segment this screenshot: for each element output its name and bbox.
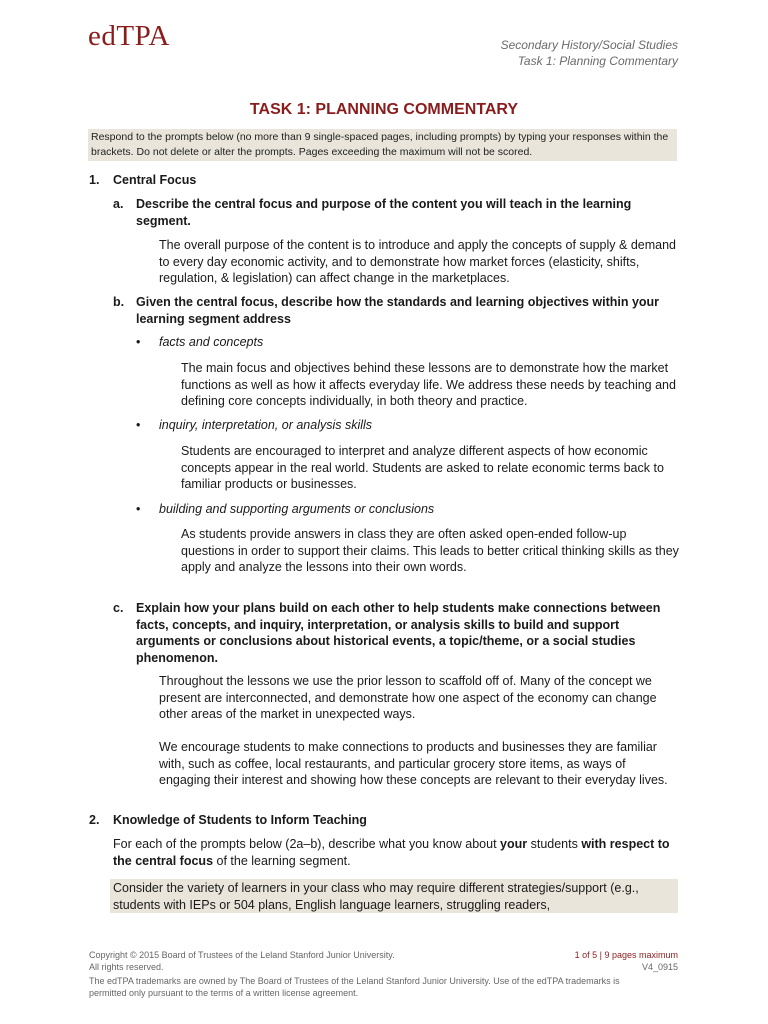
bullet-label-facts: facts and concepts	[159, 335, 264, 349]
section1c-letter: c.	[113, 601, 124, 615]
section1a-prompt: Describe the central focus and purpose of the content you will teach in the learning segment.	[136, 197, 632, 228]
intro-text: of the learning segment.	[213, 853, 351, 868]
intro-text: students	[527, 837, 582, 851]
page-title: TASK 1: PLANNING COMMENTARY	[249, 101, 519, 118]
section1b-prompt: Given the central focus, describe how the standards and learning objectives within your learning segment address	[136, 295, 660, 326]
bullet-icon: •	[136, 335, 141, 349]
section1-heading: Central Focus	[113, 173, 197, 187]
section1-number: 1.	[89, 173, 100, 187]
intro-emphasis: your	[500, 837, 528, 851]
header-subject: Secondary History/Social Studies	[500, 38, 678, 52]
section1a-letter: a.	[113, 197, 124, 211]
header-info	[501, 37, 678, 69]
footer-trademark-line1: The edTPA trademarks are owned by The Board of Trustees of the Leland Stanford Junior University. Use of the edTPA trademarks is	[89, 976, 620, 986]
bullet-response-facts[interactable]: The main focus and objectives behind these lessons are to demonstrate how the market functions as well as how it affects everyday life. We address these needs by teaching and defining core concepts individually, in both theory and practice.	[181, 361, 676, 408]
footer-rights: All rights reserved.	[89, 962, 164, 972]
intro-text: For each of the prompts below (2a–b), describe what you know about	[113, 837, 501, 851]
instructions-box: Respond to the prompts below (no more than 9 single-spaced pages, including prompts) by typing your responses within the brackets. Do not delete or alter the prompts. Pages exceeding the maximum will not be scored.	[88, 129, 677, 161]
section2-number: 2.	[89, 813, 100, 827]
bullet-response-arguments[interactable]: As students provide answers in class they are often asked open-ended follow-up questions in order to support their claims. This leads to better critical thinking skills as they apply and analyze the lessons into their own words.	[181, 527, 679, 574]
footer-trademark-line2: permitted only pursuant to the terms of a written license agreement.	[89, 988, 359, 998]
bullet-response-inquiry[interactable]: Students are encouraged to interpret and analyze different aspects of how economic concepts appear in the real world. Students are asked to relate economic terms back to familiar products or businesses.	[181, 444, 664, 491]
edtpa-logo: edTPA	[88, 20, 170, 52]
section1c-response1[interactable]: Throughout the lessons we use the prior lesson to scaffold off of. Many of the concept we present are interconnected, and demonstrate how one aspect of the economy can change other areas of the market in unexpected ways.	[159, 674, 657, 721]
bullet-icon: •	[136, 502, 141, 516]
bullet-icon: •	[136, 418, 141, 432]
bullet-label-inquiry: inquiry, interpretation, or analysis skills	[159, 418, 373, 432]
section2-heading: Knowledge of Students to Inform Teaching	[113, 813, 367, 827]
section1c-response2[interactable]: We encourage students to make connections to products and businesses they are familiar with, such as coffee, local restaurants, and particular grocery store items, as ways of engaging their interest and showing how these concepts are relevant to their everyday lives.	[159, 740, 668, 787]
footer-page-count: 1 of 5 | 9 pages maximum	[574, 950, 678, 960]
section1a-response[interactable]: The overall purpose of the content is to introduce and apply the concepts of supply & demand to every day economic activity, and to demonstrate how market forces (elasticity, shifts, regulation, & legislation) can affect change in the marketplaces.	[159, 238, 676, 285]
bullet-label-arguments: building and supporting arguments or conclusions	[159, 502, 435, 516]
footer-version: V4_0915	[641, 962, 678, 972]
section2-intro	[113, 836, 678, 869]
header-task: Task 1: Planning Commentary	[517, 54, 678, 68]
footer-copyright: Copyright © 2015 Board of Trustees of the Leland Stanford Junior University.	[89, 950, 395, 960]
section2-shaded-prompt: Consider the variety of learners in your class who may require different strategies/support (e.g., students with IEPs or 504 plans, English language learners, struggling readers,	[110, 879, 678, 913]
section1b-letter: b.	[113, 295, 125, 309]
section1c-prompt: Explain how your plans build on each other to help students make connections between facts, concepts, and inquiry, interpretation, or analysis skills to build and support arguments or conclusions about historical events, a topic/theme, or a social studies phenomenon.	[136, 601, 661, 665]
intro-emphasis: with respect to the central focus	[113, 837, 670, 868]
